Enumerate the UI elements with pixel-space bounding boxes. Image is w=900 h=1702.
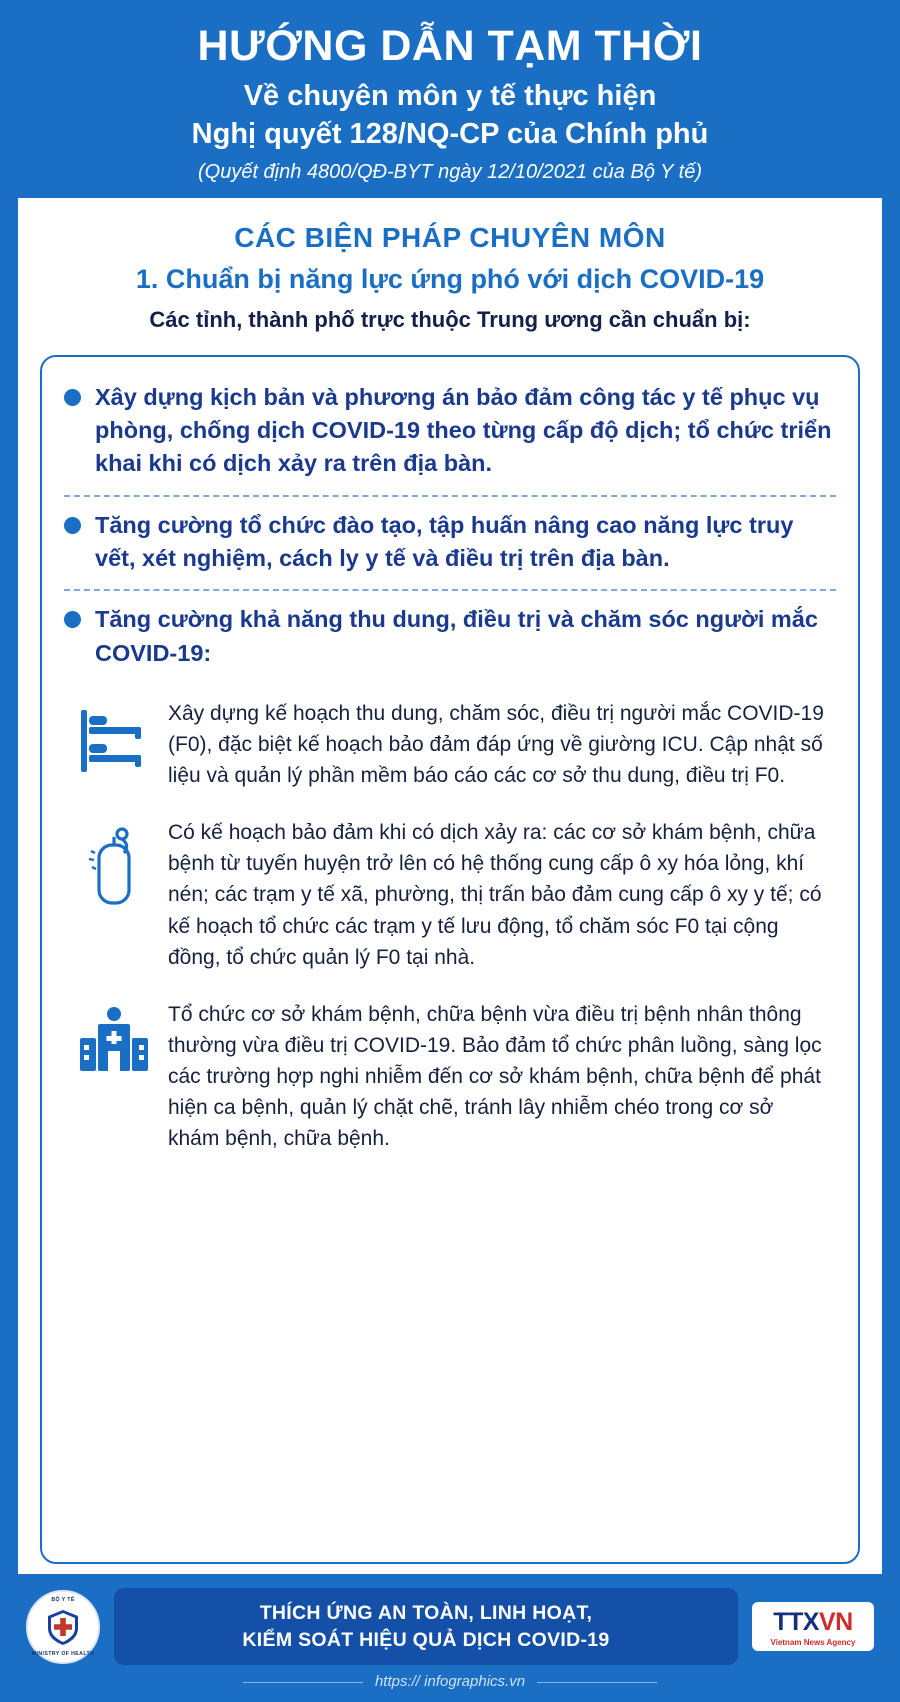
agency-acronym xyxy=(756,1608,870,1637)
section-title: CÁC BIỆN PHÁP CHUYÊN MÔN xyxy=(234,221,666,253)
agency-acronym-part1: TTX xyxy=(773,1608,819,1637)
source-url: https:// infographics.vn xyxy=(374,1673,526,1690)
header-decree-reference: (Quyết định 4800/QĐ-BYT ngày 12/10/2021 của Bộ Y tế) xyxy=(197,160,703,183)
detail-row xyxy=(60,989,840,1170)
footer-slogan-line2: KIỂM SOÁT HIỆU QUẢ DỊCH COVID-19 xyxy=(242,1628,610,1651)
logo-top-text: BỘ Y TẾ xyxy=(51,1596,75,1603)
divider xyxy=(64,589,836,591)
divider-right xyxy=(537,1682,657,1683)
hospital-bed-icon xyxy=(60,698,168,778)
footer-slogan-line1: THÍCH ỨNG AN TOÀN, LINH HOẠT, xyxy=(259,1602,593,1625)
bullet-dot-icon xyxy=(64,611,81,628)
bullet-text: Tăng cường khả năng thu dung, điều trị và chăm sóc người mắc COVID-19: xyxy=(95,606,818,666)
page-title: HƯỚNG DẪN TẠM THỜI xyxy=(197,22,703,70)
ministry-of-health-logo xyxy=(26,1590,100,1664)
footer xyxy=(0,1574,900,1673)
bullet-text: Xây dựng kịch bản và phương án bảo đảm công tác y tế phục vụ phòng, chống dịch COVID-19 theo từng cấp độ dịch; tổ chức triển khai khi có dịch xảy ra trên địa bàn. xyxy=(95,383,832,477)
content-card xyxy=(18,198,882,1575)
ttxvn-logo xyxy=(752,1602,874,1651)
list-item xyxy=(60,501,840,586)
agency-acronym-part2: VN xyxy=(818,1608,853,1637)
hospital-building-icon xyxy=(60,999,168,1073)
detail-text: Xây dựng kế hoạch thu dung, chăm sóc, điều trị người mắc COVID-19 (F0), đặc biệt kế hoạch bảo đảm đáp ứng về giường ICU. Cập nhật số liệu và quản lý phần mềm báo cáo các cơ sở thu dung, điều trị F0. xyxy=(168,702,824,788)
list-item xyxy=(60,595,840,680)
measures-box xyxy=(40,355,860,1565)
bullet-dot-icon xyxy=(64,517,81,534)
detail-row xyxy=(60,688,840,807)
footer-slogan-banner xyxy=(114,1588,738,1665)
bullet-dot-icon xyxy=(64,389,81,406)
list-item xyxy=(60,373,840,491)
detail-text: Tổ chức cơ sở khám bệnh, chữa bệnh vừa điều trị bệnh nhân thông thường vừa điều trị COVID-19. Bảo đảm tổ chức phân luồng, sàng lọc các trường hợp nghi nhiễm đến cơ sở khám bệnh, chữa bệnh để phát hiện ca bệnh, quản lý chặt chẽ, tránh lây nhiễm chéo trong cơ sở khám bệnh, chữa bệnh. xyxy=(168,1002,822,1150)
divider xyxy=(64,495,836,497)
detail-row xyxy=(60,807,840,988)
source-url-bar xyxy=(0,1673,900,1702)
detail-rows xyxy=(60,688,840,1170)
detail-text: Có kế hoạch bảo đảm khi có dịch xảy ra: các cơ sở khám bệnh, chữa bệnh từ tuyến huyện trở lên có hệ thống cung cấp ô xy hóa lỏng, khí nén; các trạm y tế xã, phường, thị trấn bảo đảm cung cấp ô xy y tế; có kế hoạch tổ chức các trạm y tế lưu động, tổ chăm sóc F0 tại cộng đồng, tổ chức quản lý F0 tại nhà. xyxy=(168,821,822,969)
logo-emblem-icon xyxy=(43,1607,83,1647)
subsection-title: 1. Chuẩn bị năng lực ứng phó với dịch COVID-19 xyxy=(135,263,765,294)
header xyxy=(0,0,900,198)
logo-bottom-text: MINISTRY OF HEALTH xyxy=(31,1650,95,1657)
bullet-text: Tăng cường tổ chức đào tạo, tập huấn nâng cao năng lực truy vết, xét nghiệm, cách ly y tế và điều trị trên địa bàn. xyxy=(95,511,794,571)
header-subtitle-2: Nghị quyết 128/NQ-CP của Chính phủ xyxy=(191,117,709,150)
divider-left xyxy=(243,1682,363,1683)
header-subtitle-1: Về chuyên môn y tế thực hiện xyxy=(243,80,657,113)
oxygen-tank-icon xyxy=(60,817,168,909)
agency-full-name: Vietnam News Agency xyxy=(770,1638,856,1648)
lead-text: Các tỉnh, thành phố trực thuộc Trung ương cần chuẩn bị: xyxy=(149,306,751,332)
